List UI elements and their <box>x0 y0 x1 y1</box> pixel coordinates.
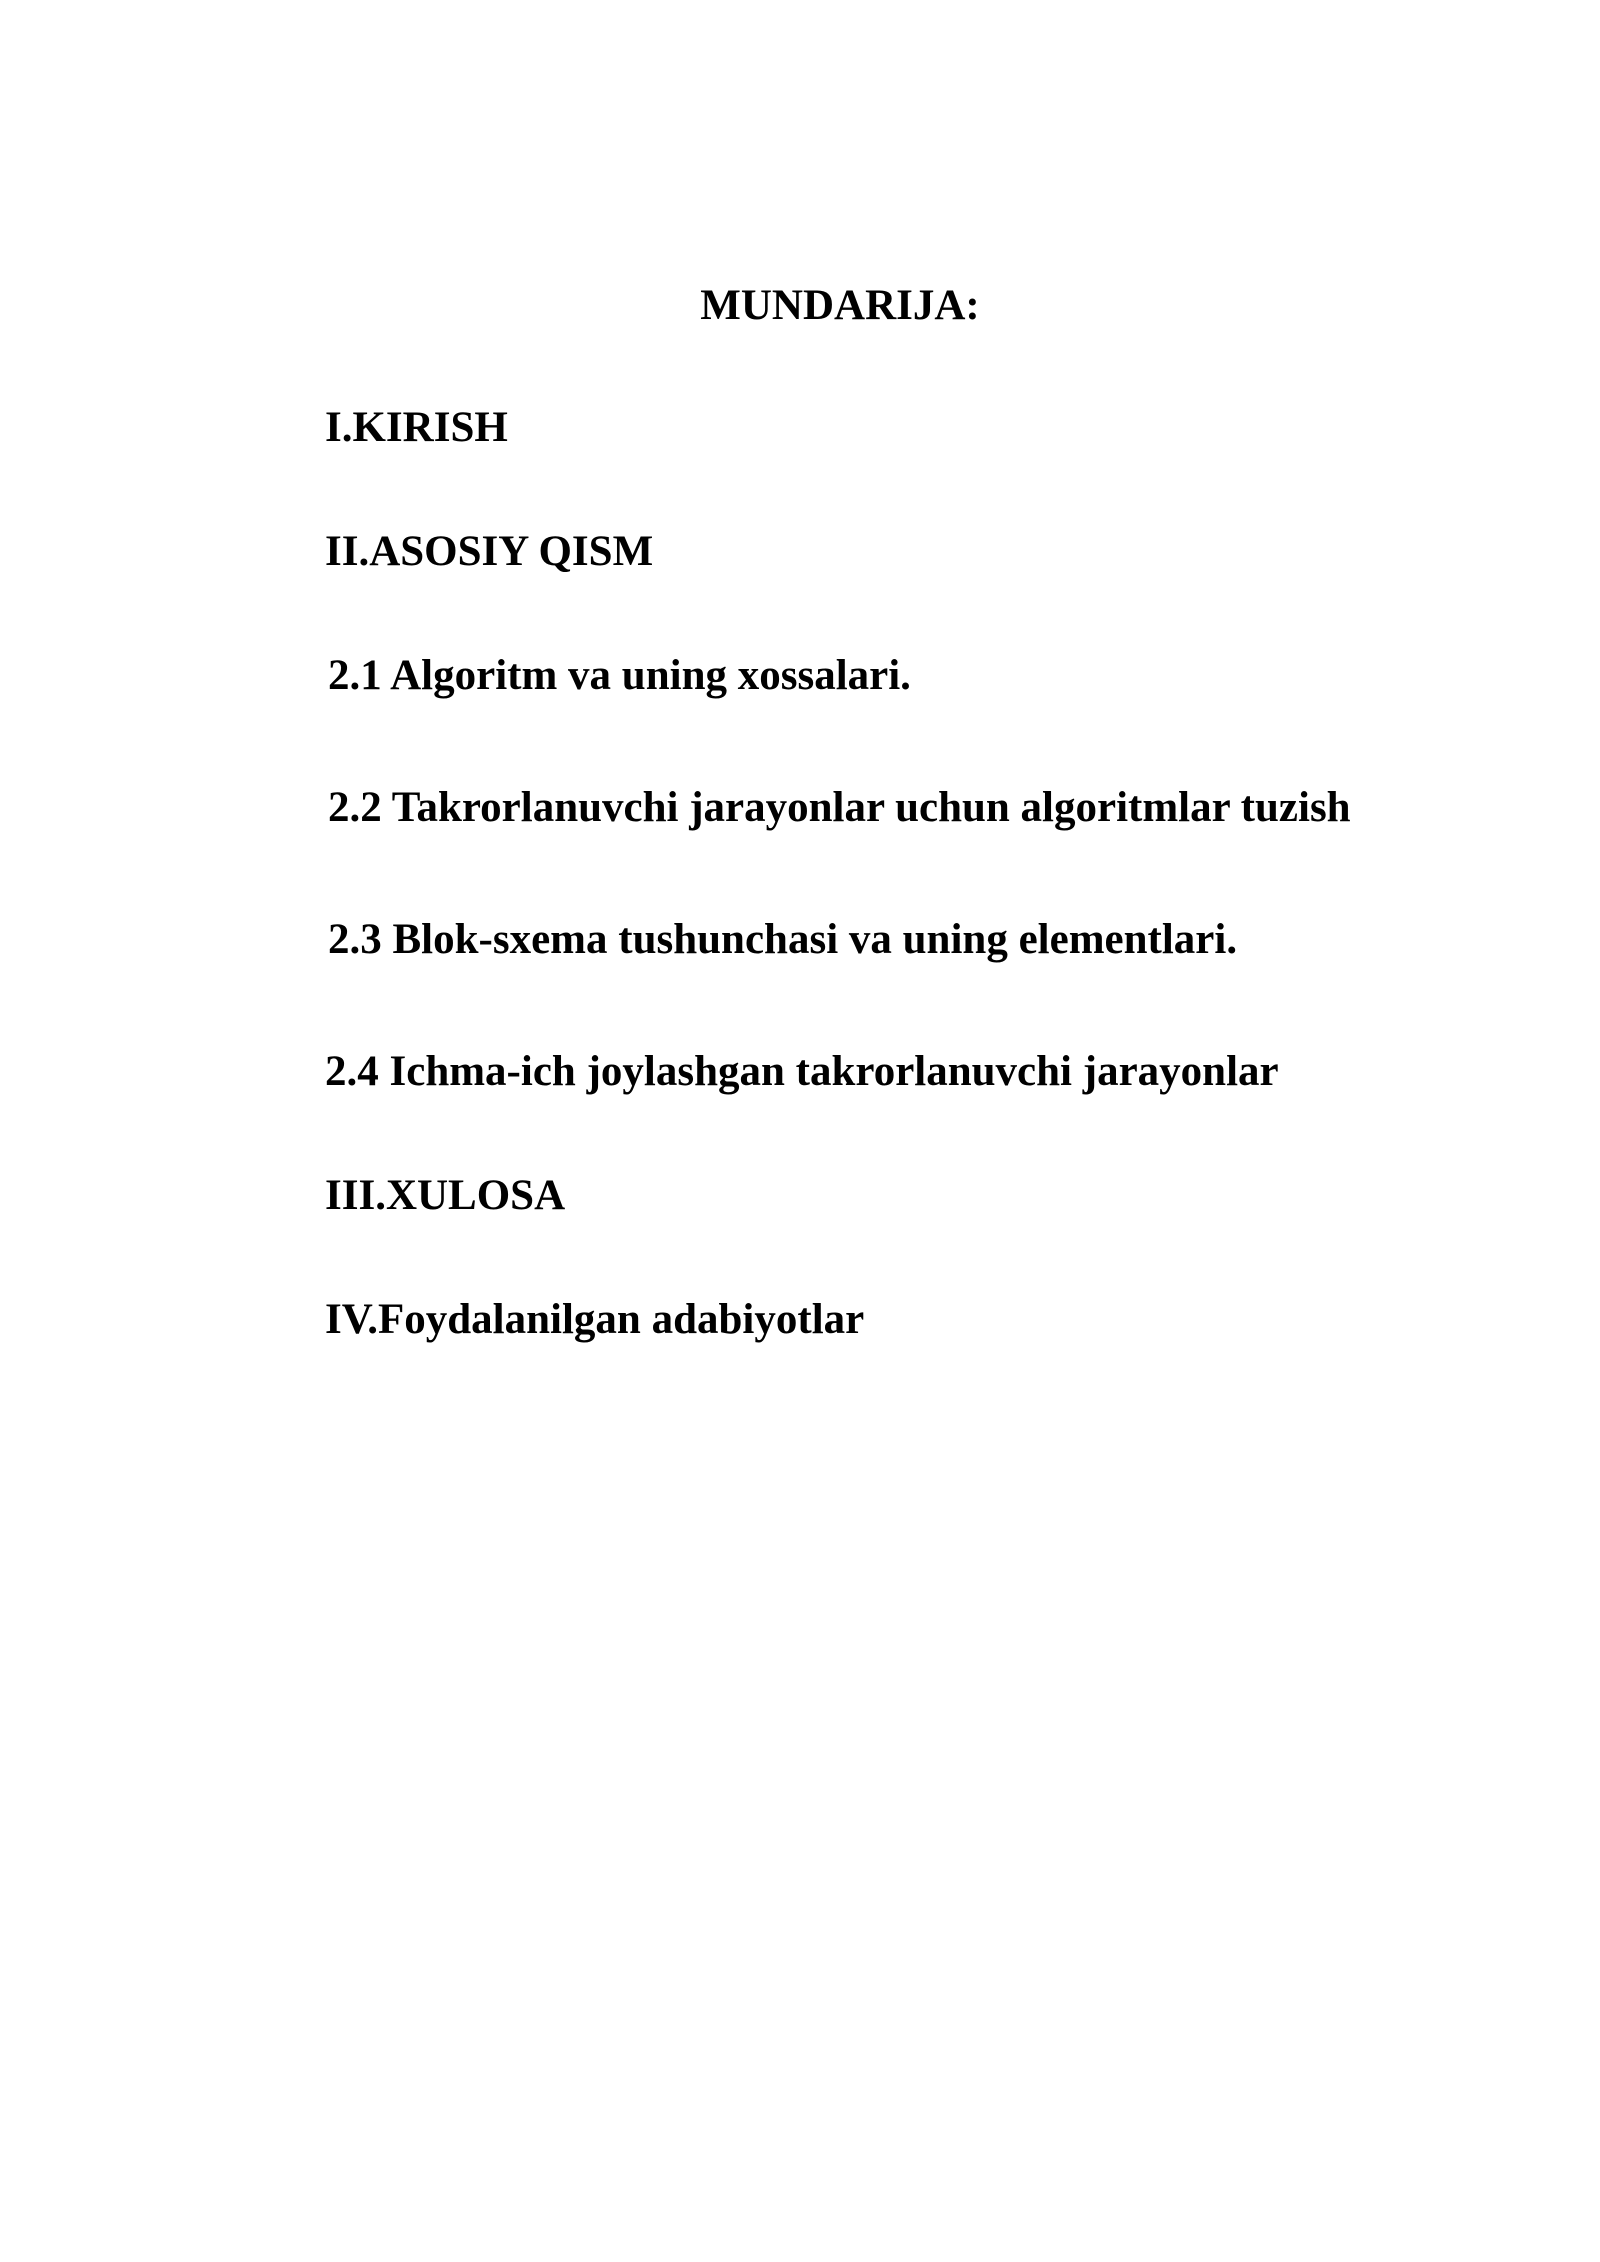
toc-item-2-3: 2.3 Blok-sxema tushunchasi va uning elementlari. <box>328 916 1238 963</box>
toc-item-xulosa: III.XULOSA <box>325 1172 566 1219</box>
toc-item-2-4: 2.4 Ichma-ich joylashgan takrorlanuvchi jarayonlar <box>325 1048 1279 1095</box>
toc-item-asosiy-qism: II.ASOSIY QISM <box>325 528 654 575</box>
toc-item-2-2: 2.2 Takrorlanuvchi jarayonlar uchun algoritmlar tuzish <box>328 784 1351 831</box>
toc-item-kirish: I.KIRISH <box>325 404 508 451</box>
toc-item-2-1: 2.1 Algoritm va uning xossalari. <box>328 652 911 699</box>
page-title: MUNDARIJA: <box>700 282 980 329</box>
toc-item-adabiyotlar: IV.Foydalanilgan adabiyotlar <box>325 1296 865 1343</box>
